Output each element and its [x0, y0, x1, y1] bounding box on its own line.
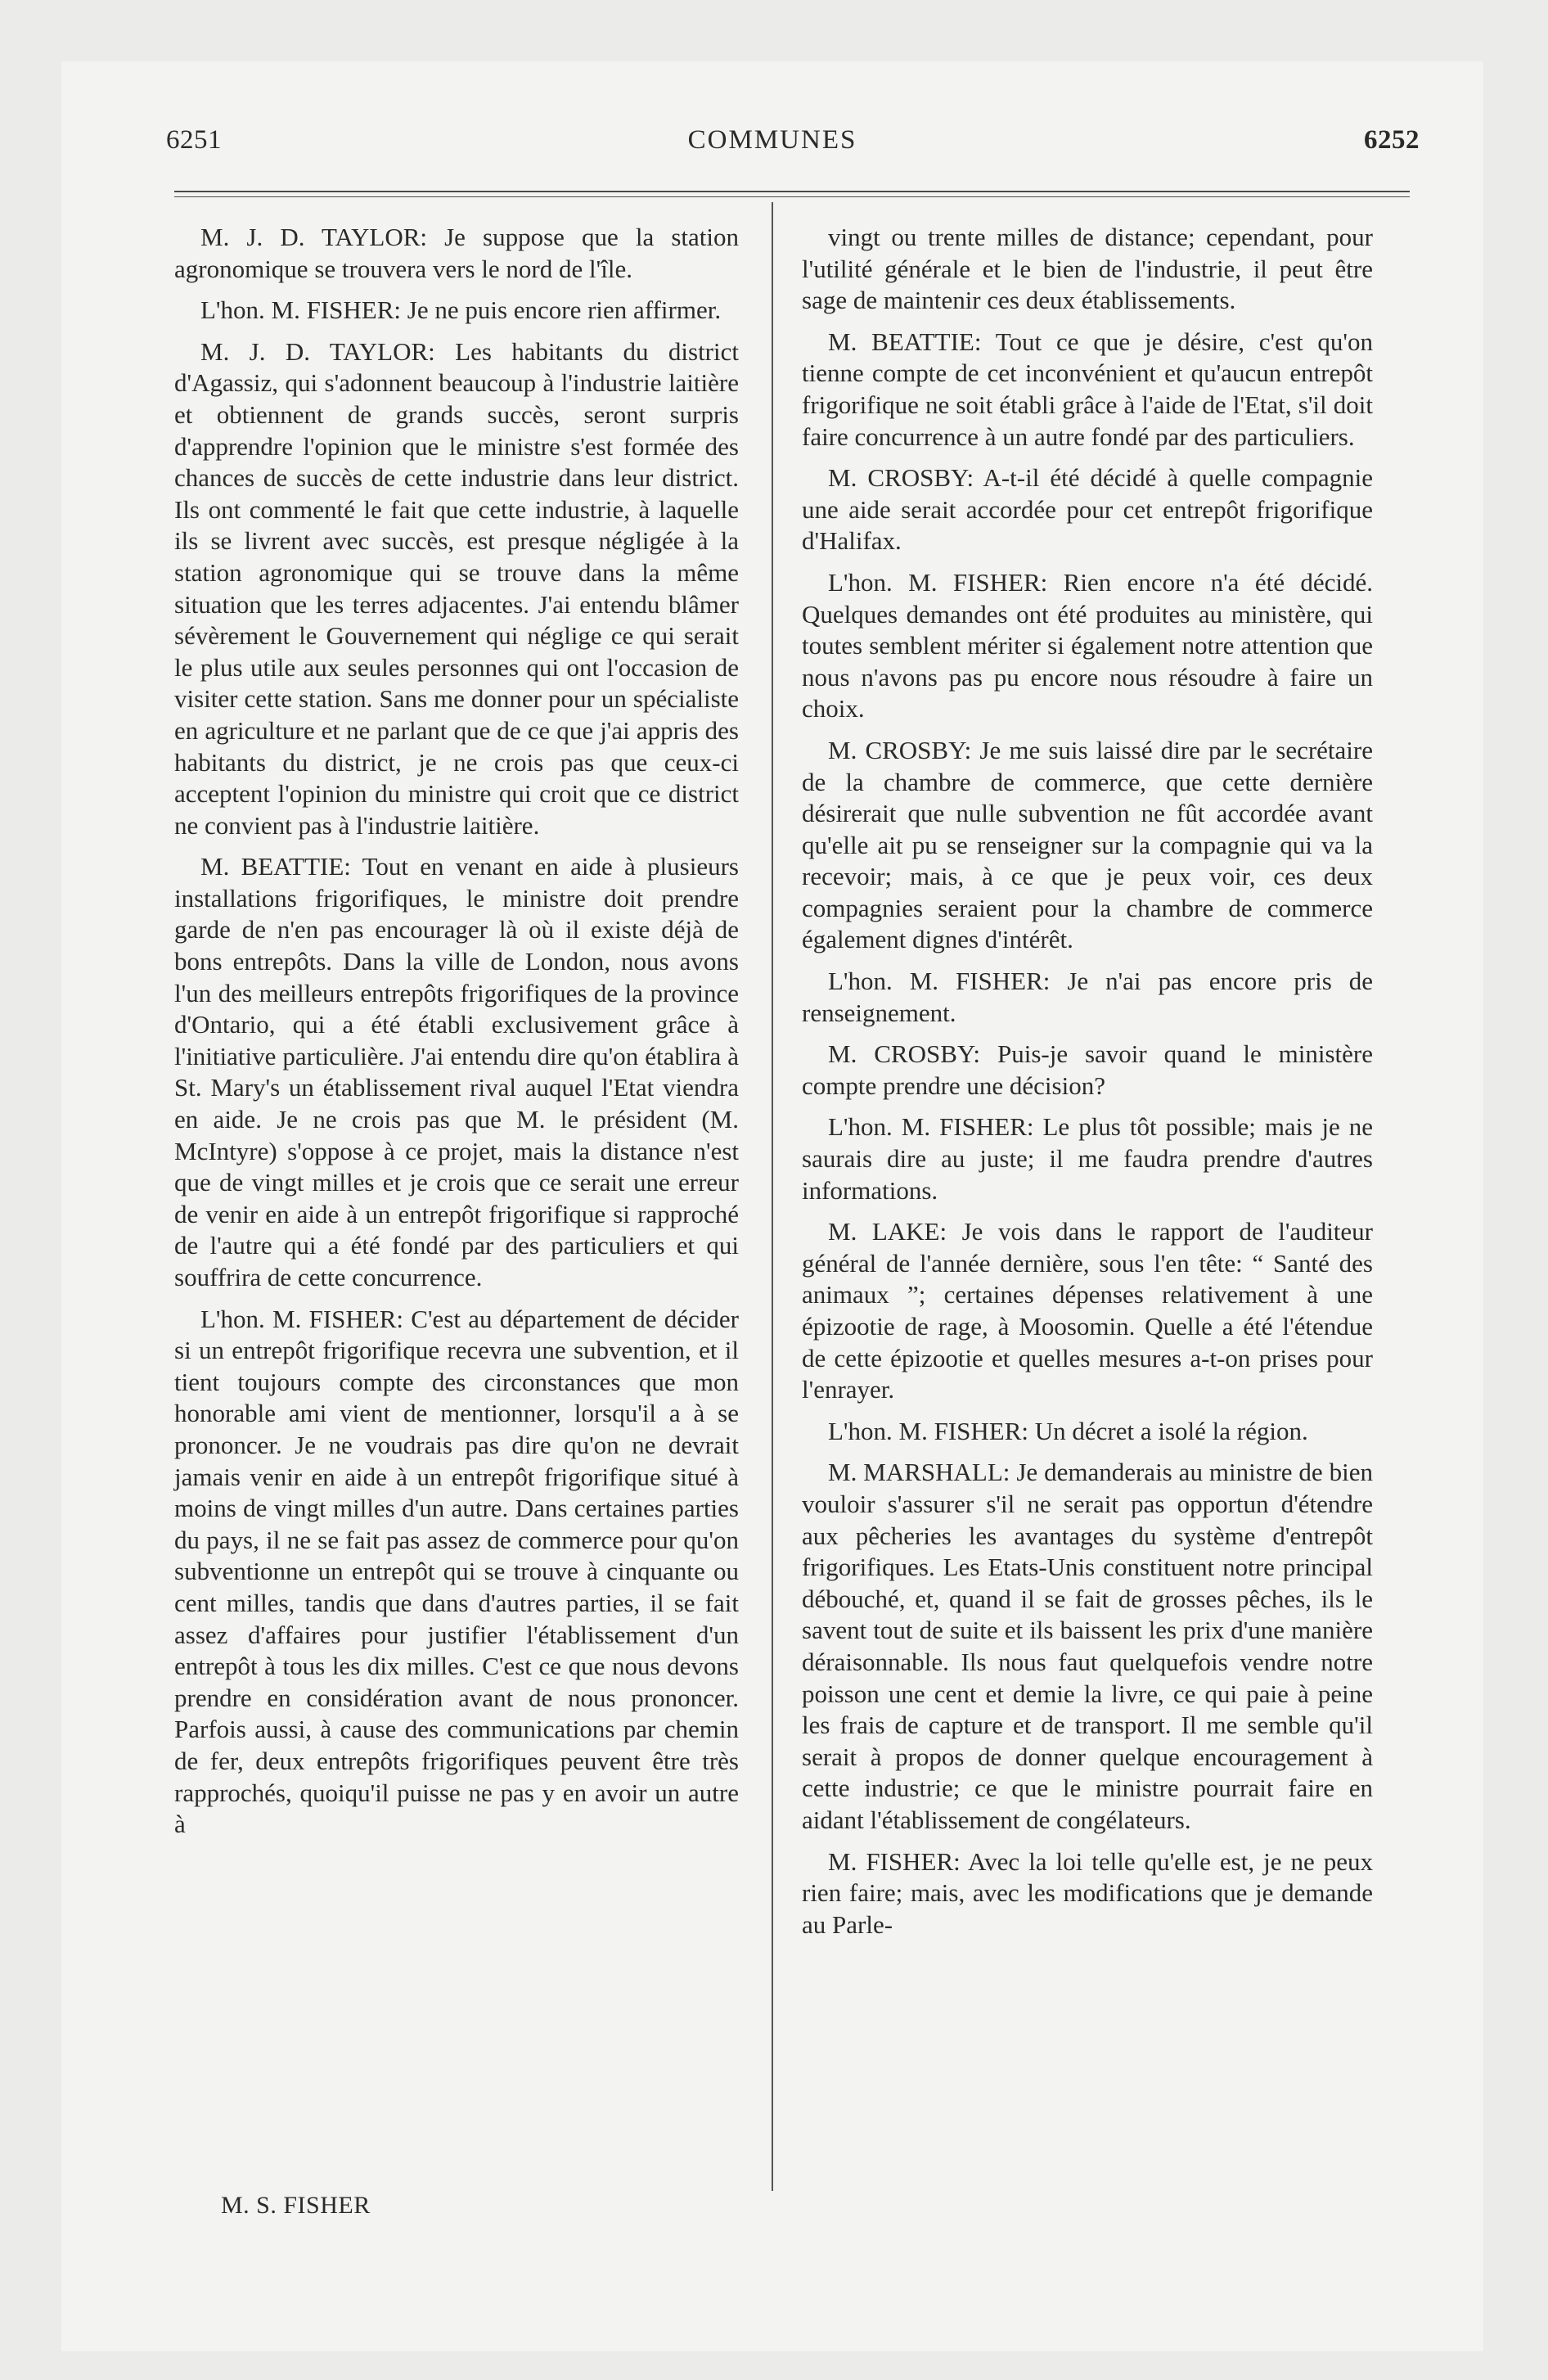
paragraph: M. J. D. TAYLOR: Je suppose que la station agronomique se trouvera vers le nord de l'île.	[174, 223, 739, 283]
footer-speaker-name: M. S. FISHER	[221, 2192, 371, 2219]
running-title: COMMUNES	[687, 125, 857, 155]
paragraph: L'hon. M. FISHER: Le plus tôt possible; mais je ne saurais dire au juste; il me faudra prendre d'autres informations.	[802, 1112, 1373, 1205]
paragraph: vingt ou trente milles de distance; cependant, pour l'utilité générale et le bien de l'industrie, il peut être sage de maintenir ces deux établissements.	[802, 223, 1373, 315]
page-header	[61, 61, 1483, 155]
header-rule	[174, 191, 1410, 192]
paragraph: M. CROSBY: A-t-il été décidé à quelle compagnie une aide serait accordée pour cet entrepôt frigorifique d'Halifax.	[802, 463, 1373, 556]
paragraph: M. BEATTIE: Tout en venant en aide à plusieurs installations frigorifiques, le ministre doit prendre garde de n'en pas encourager là où il existe déjà de bons entrepôts. Dans la ville de London, nous avons l'un des meilleurs entrepôts frigorifiques de la province d'Ontario, qui a été établi exclusivement grâce à l'initiative particulière. J'ai entendu dire qu'on établira à St. Mary's un établissement rival auquel l'Etat viendra en aide. Je ne crois pas que M. le président (M. McIntyre) s'oppose à ce projet, mais la distance n'est que de vingt milles et je crois que ce serait une erreur de venir en aide à un entrepôt frigorifique si rapproché de l'autre qui a été fondé par des particuliers et qui souffrira de cette concurrence.	[174, 852, 739, 1291]
paragraph: M. MARSHALL: Je demanderais au ministre de bien vouloir s'assurer s'il ne serait pas opportun d'étendre aux pêcheries les avantages du système d'entrepôt frigorifiques. Les Etats-Unis constituent notre principal débouché, et, quand il se fait de grosses pêches, ils le savent tout de suite et ils baissent les prix d'une manière déraisonnable. Ils nous faut quelquefois vendre notre poisson une cent et demie la livre, ce qui paie à peine les frais de capture et de transport. Il me semble qu'il serait à propos de donner quelque encouragement à cette industrie; ce que le ministre pourrait faire en aidant l'établissement de congélateurs.	[802, 1458, 1373, 1834]
paragraph: M. LAKE: Je vois dans le rapport de l'auditeur général de l'année dernière, sous l'en tête: “ Santé des animaux ”; certaines dépenses relativement à une épizootie de rage, à Moosomin. Quelle a été l'étendue de cette épizootie et quelles mesures a-t-on prises pour l'enrayer.	[802, 1217, 1373, 1404]
paragraph: M. CROSBY: Je me suis laissé dire par le secrétaire de la chambre de commerce, que cette dernière désirerait que nulle subvention ne fût accordée avant qu'elle ait pu se renseigner sur la compagnie qui va la recevoir; mais, à ce que je peux voir, ces deux compagnies seraient pour la chambre de commerce également dignes d'intérêt.	[802, 735, 1373, 954]
paragraph: M. BEATTIE: Tout ce que je désire, c'est qu'on tienne compte de cet inconvénient et qu'aucun entrepôt frigorifique ne soit établi grâce à l'aide de l'Etat, s'il doit faire concurrence à un autre fondé par des particuliers.	[802, 327, 1373, 451]
hansard-page	[61, 61, 1483, 2351]
paragraph: L'hon. M. FISHER: C'est au département de décider si un entrepôt frigorifique recevra une subvention, et il tient toujours compte des circonstances que mon honorable ami vient de mentionner, lorsqu'il a à se prononcer. Je ne voudrais pas dire qu'on ne devrait jamais venir en aide à un entrepôt frigorifique situé à moins de vingt milles d'un autre. Dans certaines parties du pays, il ne se fait pas assez de commerce pour qu'on subventionne un entrepôt qui se trouve à cinquante ou cent milles, tandis que dans d'autres parties, il se fait assez d'affaires pour justifier l'établissement d'un entrepôt à tous les dix milles. C'est ce que nous devons prendre en considération avant de nous prononcer. Parfois aussi, à cause des communications par chemin de fer, deux entrepôts frigorifiques peuvent être très rapprochés, quoiqu'il puisse ne pas y en avoir un autre à	[174, 1304, 739, 1839]
paragraph: M. J. D. TAYLOR: Les habitants du district d'Agassiz, qui s'adonnent beaucoup à l'industrie laitière et obtiennent de grands succès, seront surpris d'apprendre l'opinion que le ministre s'est formée des chances de succès de cette industrie dans leur district. Ils ont commenté le fait que cette industrie, à laquelle ils se livrent avec succès, est presque négligée à la station agronomique qui se trouve dans la même situation que les terres adjacentes. J'ai entendu blâmer sévèrement le Gouvernement qui néglige ce qui serait le plus utile aux seules personnes qui ont l'occasion de visiter cette station. Sans me donner pour un spécialiste en agriculture et ne parlant que de ce que j'ai appris des habitants du district, je ne crois pas que ceux-ci acceptent l'opinion du ministre qui croit que ce district ne convient pas à l'industrie laitière.	[174, 336, 739, 840]
paragraph: L'hon. M. FISHER: Je ne puis encore rien affirmer.	[200, 295, 722, 325]
paragraph: M. FISHER: Avec la loi telle qu'elle est, je ne peux rien faire; mais, avec les modifications que je demande au Parle-	[802, 1846, 1373, 1939]
page-number-right: 6252	[1364, 125, 1420, 155]
paragraph: L'hon. M. FISHER: Rien encore n'a été décidé. Quelques demandes ont été produites au ministère, qui toutes semblent mériter si également notre attention que nous n'avons pas pu encore nous résoudre à faire un choix.	[802, 567, 1373, 723]
paragraph: L'hon. M. FISHER: Un décret a isolé la région.	[828, 1416, 1308, 1445]
left-column	[174, 222, 739, 1850]
paragraph: L'hon. M. FISHER: Je n'ai pas encore pris de renseignement.	[802, 967, 1373, 1027]
column-divider	[772, 202, 773, 2191]
right-column	[802, 222, 1373, 1950]
paragraph: M. CROSBY: Puis-je savoir quand le ministère compte prendre une décision?	[802, 1039, 1373, 1100]
page-number-left: 6251	[166, 125, 222, 155]
header-rule-thin	[174, 196, 1410, 197]
